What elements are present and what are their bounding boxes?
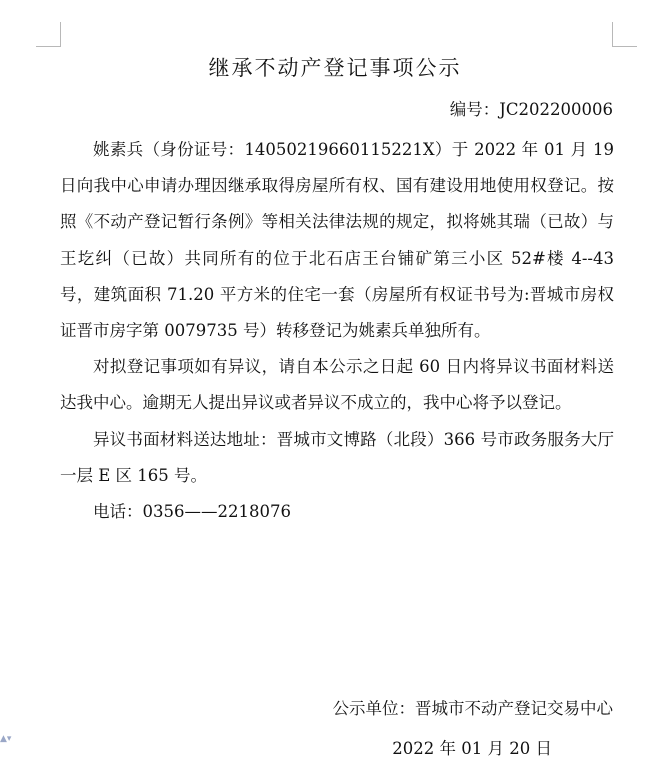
signature-date: 2022 年 01 月 20 日 [392, 739, 552, 758]
paragraph-phone: 电话：0356——2218076 [93, 502, 291, 522]
signer-unit: 公示单位：晋城市不动产登记交易中心 [332, 699, 613, 718]
paragraph-objection: 对拟登记事项如有异议，请自本公示之日起 60 日内将异议书面材料送达我中心。逾期无人提出异议或者异议不成立的，我中心将予以登记。 [60, 357, 614, 413]
document-body [60, 132, 614, 530]
layout-anchor-icon[interactable]: ▲▾ [0, 734, 12, 744]
document-number: 编号：JC202200006 [449, 100, 613, 119]
page-corner-mark-top-right [612, 22, 637, 47]
document-title: 继承不动产登记事项公示 [208, 56, 462, 80]
paragraph-address: 异议书面材料送达地址：晋城市文博路（北段）366 号市政务服务大厅一层 E 区 165 号。 [60, 429, 614, 485]
paragraph-application: 姚素兵（身份证号：14050219660115221X）于 2022 年 01 月 19 日向我中心申请办理因继承取得房屋所有权、国有建设用地使用权登记。按照《不动产登记暂行条例》等相关法律法规的规定，拟将姚其瑞（已故）与王圪纠（已故）共同所有的位于北石店王台铺矿第三小区 52#楼 4--43 号，建筑面积 71.20 平方米的住宅一套（房屋所有权证书号为:晋城市房权证晋市房字第 0079735 号）转移登记为姚素兵单独所有。 [60, 140, 614, 341]
page-corner-mark-top-left [36, 22, 61, 47]
